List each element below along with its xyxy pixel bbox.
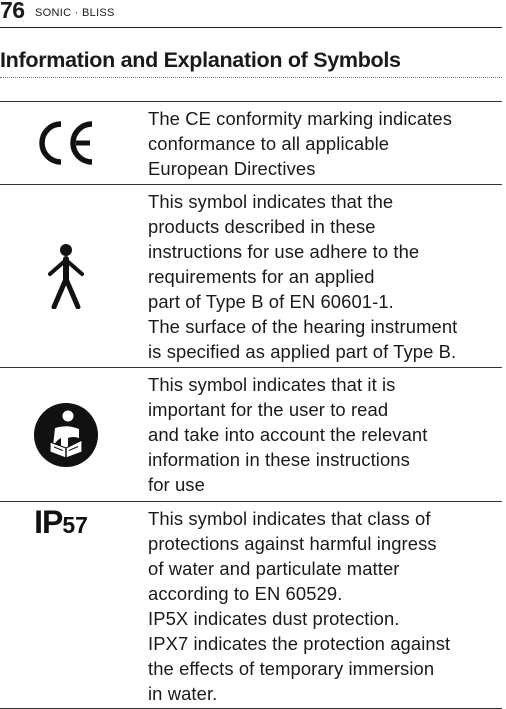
symbol-description: This symbol indicates that the products described in these instructions for use adhere to the requirements for an applied part of Type B of EN 60601-1. The surface of the hearing instrument is specified as applied part of Type B. (148, 191, 458, 362)
brand-name: SONIC · BLISS (35, 7, 115, 19)
ip-rating-number: 57 (62, 512, 88, 538)
title-divider (0, 77, 502, 78)
symbol-row-ip57 (0, 502, 502, 709)
symbol-description: The CE conformity marking indicates conformance to all applicable European Directives (148, 108, 452, 179)
symbol-row-ce (0, 102, 502, 185)
read-instructions-icon (0, 368, 132, 501)
ip57-icon (0, 502, 132, 708)
ce-mark-icon (0, 102, 132, 184)
symbol-row-type-b (0, 185, 502, 368)
page-header (0, 0, 502, 28)
symbol-row-read-instructions (0, 368, 502, 502)
symbol-description: This symbol indicates that it is important for the user to read and take into account the relevant information in these instructions for use (148, 374, 428, 495)
symbols-table (0, 101, 502, 709)
type-b-applied-part-icon (0, 185, 132, 367)
symbol-description: This symbol indicates that class of protections against harmful ingress of water and particulate matter according to EN 60529. IP5X indicates dust protection. IPX7 indicates the protection against the effects of temporary immersion in water. (148, 508, 451, 704)
ip-label: IP (34, 504, 63, 540)
page-title: Information and Explanation of Symbols (0, 48, 401, 72)
page-number: 76 (0, 0, 25, 23)
